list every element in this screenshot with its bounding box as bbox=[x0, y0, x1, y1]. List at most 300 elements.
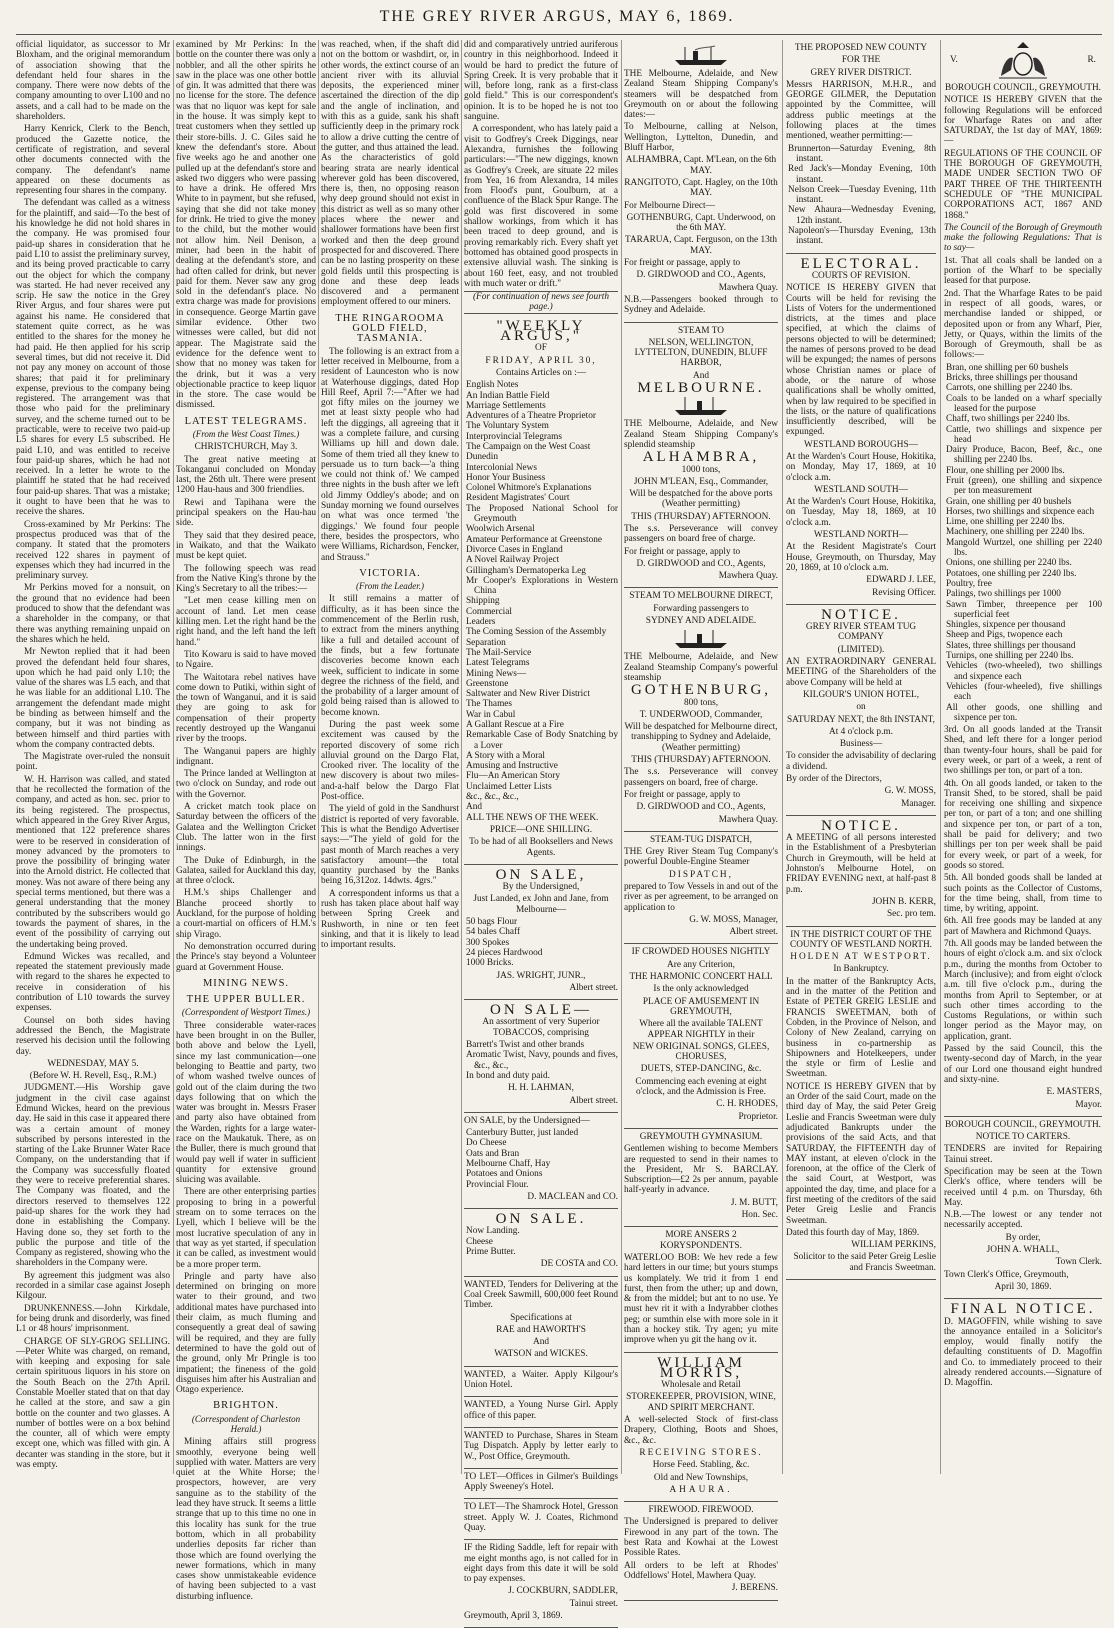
contents-item: Dunedin bbox=[466, 452, 499, 463]
firewood-ad bbox=[624, 1502, 778, 1600]
ad-text: AHAURA. bbox=[669, 1484, 733, 1495]
ad-address: Albert street. bbox=[729, 927, 778, 938]
crest-letter: R. bbox=[1087, 54, 1096, 65]
regulation: 5th. All bonded goods shall be landed at such points as the Collector of Customs, for the time being, shall, from time to time, by writing, appoint. bbox=[944, 873, 1102, 915]
ad-text: The Council of the Borough of Greymouth make the following Regulations: That is to say— bbox=[944, 222, 1102, 254]
ad-text: And bbox=[532, 1337, 549, 1348]
column-rule bbox=[173, 40, 174, 1474]
ad-text: HOLDEN AT WESTPORT. bbox=[790, 952, 932, 963]
contents-item: An Indian Battle Field bbox=[466, 390, 550, 401]
ad-address: Mawhera Quay. bbox=[718, 814, 778, 825]
contents-item: &c., &c., &c., bbox=[466, 792, 519, 803]
ad-title: MORE ANSERS 2 KORYSPONDENTS. bbox=[660, 1230, 742, 1251]
ad-signature: G. W. MOSS, bbox=[884, 786, 936, 797]
rate-item: Machinery, one shilling per 2240 lbs. bbox=[946, 527, 1085, 538]
ad-text: WATERLOO BOB: We hev rede a few hard letters in our time; but yours stumps us komplately. We trid it from 1 end furst, then from the uther; up and down, & from the middel; but ant to no use. Ye must hev rit it with a Indyrabber clothes peg; or sumthin else with more sole in it than a hockey stik. Try agen; yu mite improve when yu git the hang ov it. bbox=[624, 1252, 778, 1346]
ad-text: TO LET—The Shamrock Hotel, Gresson street. Apply W. J. Coates, Richmond Quay. bbox=[464, 1502, 618, 1533]
ad-signature: DE COSTA and CO. bbox=[540, 1259, 618, 1270]
ad-text: Dated this fourth day of May, 1869. bbox=[786, 1227, 920, 1238]
ad-address: Albert street. bbox=[569, 1095, 618, 1106]
paragraph: Mr Perkins moved for a nonsuit, on the ground that no evidence had been produced to show that the defendant was a shareholder in the company, or that there was anything remaining unpaid on the shares which he held. bbox=[16, 583, 170, 645]
crest-letter: V. bbox=[950, 54, 958, 65]
ad-signature: J. BERENS. bbox=[731, 1583, 778, 1594]
contents-item: Colonel Whitmore's Explanations bbox=[466, 483, 592, 494]
concert-hall-ad bbox=[624, 944, 778, 1128]
classified-ads bbox=[464, 1367, 618, 1541]
tug-company-notice bbox=[786, 605, 936, 816]
ad-text: To Melbourne, calling at Nelson, Wellington, Lyttelton, Dunedin, and Bluff Harbor, bbox=[624, 122, 778, 154]
contents-item: Marriage Settlements bbox=[466, 400, 546, 411]
ad-text: NOTICE IS HEREBY GIVEN that the following Regulations will be enforced for Wharfage Rates on and after SATURDAY, the 1st day of MAY, 1869:— bbox=[944, 95, 1102, 147]
dateline: (Before W. H. Revell, Esq., R.M.) bbox=[29, 1071, 157, 1082]
ad-text: SYDNEY AND ADELAIDE. bbox=[645, 616, 757, 627]
contents-item: Commercial bbox=[466, 606, 512, 617]
paragraph: official liquidator, as successor to Mr Bloxham, and the original memorandum of association showing that the defendant held four shares in the company. There were now debts of the company amounting to over L100 and no assets, and a call had to be made on the shareholders. bbox=[16, 40, 170, 123]
section-heading: BRIGHTON. bbox=[213, 1400, 279, 1412]
ad-text: Contains Articles on :— bbox=[495, 367, 587, 378]
classified-ad bbox=[464, 1499, 618, 1540]
column-rule bbox=[940, 40, 941, 1474]
section-heading: VICTORIA. bbox=[359, 567, 421, 579]
ad-text: TO LET—Offices in Gilmer's Buildings Apply Sweeney's Hotel. bbox=[464, 1471, 618, 1493]
ad-text: STOREKEEPER, PROVISION, WINE, AND SPIRIT MERCHANT. bbox=[626, 1392, 776, 1413]
paragraph: The Waitotara rebel natives have come down to Putiki, within sight of the town of Wanganui, and it is said they are going to ask for compensation of their property recently destroyed up the Wanganui river by the troops. bbox=[176, 672, 316, 745]
paragraph: H.M.'s ships Challenger and Blanche proceed shortly to Auckland, for the purpose of holding a court-martial on officers of H.M.'s ship Virago. bbox=[176, 888, 316, 940]
ad-text: WESTLAND NORTH— bbox=[813, 530, 909, 541]
rate-item: Cattle, two shillings and sixpence per head bbox=[946, 424, 1102, 445]
ad-text: For freight or passage, apply to bbox=[624, 789, 741, 800]
rate-item: Horses, two shillings and sixpence each bbox=[946, 506, 1095, 517]
ad-signature: H. H. LAHMAN, bbox=[508, 1083, 574, 1094]
ad-text: IF the Riding Saddle, left for repair with me eight months ago, is not called for in eight days from this date it will be sold to pay expenses. bbox=[464, 1543, 618, 1585]
classified-ad bbox=[464, 1428, 618, 1469]
ad-text: Sec. pro tem. bbox=[886, 909, 936, 920]
ad-text: OF bbox=[535, 343, 547, 354]
timber-tender-ad bbox=[464, 1277, 618, 1367]
contents-item: Interprovincial Telegrams bbox=[466, 431, 562, 442]
ad-text: In the matter of the Bankruptcy Acts, and in the matter of the Petition and Estate of PETER GREIG LESLIE and FRANCIS SWEETMAN, both of Cobden, in the Province of Nelson, and Colony of New Zealand, carrying on business in co-partnership as Shipowners and Hotelkeepers, under the style or firm of Leslie and Sweetman. bbox=[786, 976, 936, 1080]
ad-text: RECEIVING STORES. bbox=[639, 1447, 763, 1458]
ad-text: GREY RIVER DISTRICT. bbox=[810, 67, 912, 78]
ad-text: For Melbourne Direct— bbox=[624, 200, 715, 211]
ad-signature: J. M. BUTT, bbox=[730, 1197, 778, 1208]
ad-title: NOTICE. bbox=[821, 817, 901, 834]
ad-text: Specifications at bbox=[510, 1312, 572, 1323]
section-source: (Correspondent of Charleston Herald.) bbox=[191, 1413, 301, 1434]
rate-item: Dairy Produce, Bacon, Beef, &c., one shilling per 2240 lbs. bbox=[946, 445, 1102, 466]
paragraph: Mr Newton replied that it had been proved the defendant held four shares, upon which he had paid only L10; the value of the shares was L5 each, and that he was liable for an additional L10. The arrangement the defendant made might be binding as between himself and the company, but it was not binding as between himself and third parties with whom the company contracted debts. bbox=[16, 647, 170, 750]
royal-crest-row bbox=[944, 40, 1102, 80]
ad-text: Messrs HARRISON, M.H.R., and GEORGE GILMER, the Deputation appointed by the Committee, will address public meetings at the following places at the times mentioned, weather permitting:— bbox=[786, 79, 936, 142]
paragraph: JUDGMENT.—His Worship gave judgment in the civil case against Edmund Wickes, heard on the previous day. He said in this case it appeared there was a certain amount of money subscribed by persons interested in the starting of the Lake Brunner Water Race Company, on the understanding that if the Company was successfully floated they were to receive preferential shares. The Company was floated, and the directors reserved to themselves 122 paid-up shares for the work they had done in establishing the Company. Having done so, they set forth to the public the purpose and title of the Company as registered, showing who the shareholders in the Company were. bbox=[16, 1083, 170, 1269]
contents-item: The Thames bbox=[466, 699, 513, 710]
ad-text: N.B.—The lowest or any tender not necessarily accepted. bbox=[944, 1210, 1102, 1231]
rates-list bbox=[944, 363, 1102, 723]
rate-item: Lime, one shilling per 2240 lbs. bbox=[946, 517, 1065, 528]
ad-signature: JOHN A. WHALL, bbox=[986, 1245, 1060, 1256]
ad-text: DUETS, STEP-DANCING, &c. bbox=[640, 1064, 762, 1075]
electoral-ad bbox=[786, 254, 936, 605]
regulation: 1st. That all coals shall be landed on a portion of the Wharf to be specially leased for that purpose. bbox=[944, 255, 1102, 287]
ad-text: WESTLAND SOUTH— bbox=[814, 484, 908, 495]
paragraph: The yield of gold in the Sandhurst district is reported of very favorable. This is what the Bendigo Advertiser says:—"The yield of gold for the past month of March reaches a very satisfactory amount—the total quantity purchased by the Banks being 16,312oz. 14dwts. 4grs." bbox=[321, 804, 459, 887]
ad-text: To be had of all Booksellers and News Agents. bbox=[469, 837, 613, 858]
final-notice bbox=[944, 1299, 1102, 1394]
ad-signature: WILLIAM PERKINS, bbox=[851, 1240, 936, 1251]
paragraph: DRUNKENNESS.—John Kirkdale, for being drunk and disorderly, was fined L1 or 48 hours' imprisonment. bbox=[16, 1303, 170, 1335]
ad-signature: D. GIRDWOOD and CO., Agents, bbox=[636, 270, 766, 281]
ad-title: ON SALE. bbox=[495, 1211, 587, 1228]
ad-signature: RAE and HAWORTH'S bbox=[496, 1324, 586, 1335]
contents-item: Latest Telegrams bbox=[466, 658, 530, 669]
rate-item: Sheep and Pigs, twopence each bbox=[946, 630, 1063, 641]
contents-item: ALL THE NEWS OF THE WEEK. bbox=[466, 812, 599, 823]
ad-text: For freight or passage, apply to bbox=[624, 546, 741, 557]
masthead-rule bbox=[16, 34, 1102, 35]
vessel-name: RANGITOTO, Capt. Hagley, on the 10th MAY. bbox=[624, 177, 778, 199]
ad-text: The s.s. Perseverance will convey passengers on board free of charge. bbox=[624, 523, 778, 545]
goods-item: 54 bales Chaff bbox=[466, 927, 521, 938]
ad-text: Solicitor to the said Peter Greig Leslie and Francis Sweetman. bbox=[793, 1252, 936, 1273]
ad-text: WANTED to Purchase, Shares in Steam Tug Dispatch. Apply by letter early to W., Post Office, Greymouth. bbox=[464, 1430, 618, 1462]
ad-text: D. MAGOFFIN, while wishing to save the annoyance entailed in a Solicitor's employ, would finally notify the defaulting constituents of D. Magoffin and Co. to immediately proceed to their already rendered accounts.—Signature of D. Magoffin. bbox=[944, 1316, 1102, 1389]
contents-item: Remarkable Case of Body Snatching by a Lover bbox=[466, 730, 618, 751]
regulation: 4th. On all goods landed, or taken to the Transit Shed, to be stored, shall be paid for receiving one shilling and sixpence per ton, or part of a ton; and one shilling and sixpence per ton, or part of a ton, shall be paid for delivery; and two shillings per ton per week shall be paid for every week, or part of a week, for goods so stored. bbox=[944, 778, 1102, 871]
paragraph: A correspondent informs us that a rush has taken place about half way between Spring Creek and Rushworth, in nine or ten feet sinking, and that it is likely to lead to important results. bbox=[321, 888, 459, 951]
rate-item: Chaff, two shillings per 2240 lbs. bbox=[946, 414, 1071, 425]
gymnasium-ad bbox=[624, 1129, 778, 1227]
vessel-name: ALHAMBRA, Capt. M'Lean, on the 6th MAY. bbox=[625, 155, 777, 176]
rate-item: Grain, one shilling per 40 bushels bbox=[946, 496, 1072, 507]
paragraph: It still remains a matter of difficulty, as it has been since the commencement of the Berlin rush, to extract from the miners anything like a full and detailed account of the finds, but a few fortunate discoveries become known each week, sufficient to indicate in some degree the richness of the field, and the probability of a larger amount of gold being raised than is allowed to become known. bbox=[321, 594, 459, 718]
goods-item: Aromatic Twist, Navy, pounds and fives, &c., &c., bbox=[466, 1050, 618, 1071]
ad-title: "WEEKLY ARGUS," bbox=[496, 317, 586, 345]
provisions-ad bbox=[464, 1113, 618, 1209]
contents-item: The Proposed National School for Greymouth bbox=[466, 503, 618, 525]
contents-item: Greenstone bbox=[466, 678, 509, 689]
dateline: WEDNESDAY, MAY 5. bbox=[47, 1058, 139, 1069]
ad-signature: D. GIRDWOOD and CO., Agents, bbox=[636, 802, 766, 813]
paragraph: Tito Kowaru is said to have moved to Ngaire. bbox=[176, 649, 316, 671]
paragraph: There are other enterprising parties proposing to bring in a powerful stream on to some terraces on the Lyell, which I believe will be the most lucrative speculation of any in that way as yet started, if speculation it can be called, as investment would be a more proper term. bbox=[176, 1187, 316, 1270]
ad-text: THIS (THURSDAY) AFTERNOON. bbox=[631, 511, 771, 522]
rate-item: Slates, three shillings per thousand bbox=[946, 640, 1076, 651]
contents-item: Divorce Cases in England bbox=[466, 544, 563, 555]
ad-title: IF CROWDED HOUSES NIGHTLY bbox=[631, 947, 771, 958]
rate-item: Bran, one shilling per 60 bushels bbox=[946, 362, 1069, 373]
goods-list bbox=[464, 1128, 618, 1190]
paragraph: examined by Mr Perkins: In the bottle on the counter there was only a nobbler, and all the other spirits he saw in the place was one other bottle of gin. It was admitted that there was no license for the store. The defence was that no liquor was kept for sale in the house. It was simply kept to treat customers when they settled up their store-bills. J. C. Giles said he knew the defendant's store. About five weeks ago he and another one pulled up at the defendant's store and asked two diggers who were passing to have a drink. He offered Mrs White to in payment, but she refused, saying that she did not take money for drink. He tried to give the money to the child, but the mother would not allow him. Neil Denison, a miner, had been in the habit of dealing at the defendant's store, and had often called for drink, but never paid for them. Never saw any grog sold in the defendant's place. No extra charge was made for provisions in consequence. George Martin gave similar evidence. Other two witnesses were called, but did not appear. The Magistrate said the evidence for the defence went to show that no money was taken for the drink, but it was a very objectionable practice to keep liquor in the store. The case would be dismissed. bbox=[176, 40, 316, 411]
saddle-ad bbox=[464, 1540, 618, 1628]
rate-item: Palings, two shillings per 1000 bbox=[946, 589, 1061, 600]
rate-item: Sawn Timber, threepence per 100 superficial feet bbox=[946, 599, 1102, 620]
paragraph: "Let men cease killing men on account of land. Let men cease killing men. Let the right hand be the right hand, and the left hand the left hand." bbox=[176, 596, 316, 648]
goods-item: 1000 Bricks. bbox=[466, 958, 514, 969]
goods-item: In bond and duty paid. bbox=[466, 1070, 550, 1081]
ad-text: THE HARMONIC CONCERT HALL bbox=[629, 972, 773, 983]
ad-text: THE Melbourne, Adelaide, and New Zealand Steam Shipping Company's splendid steamship bbox=[624, 419, 778, 450]
ad-address: Mawhera Quay. bbox=[718, 571, 778, 582]
new-county-ad bbox=[786, 40, 936, 254]
contents-item: Amateur Performance at Greenstone bbox=[466, 534, 603, 545]
wharfage-regulations bbox=[944, 80, 1102, 1117]
contents-item: Unclaimed Letter Lists bbox=[466, 781, 552, 792]
paragraph: Rewi and Tapihana were the principal speakers on the Hau-hau side. bbox=[176, 497, 316, 529]
paragraph: The following speech was read from the Native King's throne by the King's Secretary to all the tribes:— bbox=[176, 563, 316, 595]
meeting-item: Red Jack's—Monday Evening, 10th instant. bbox=[788, 164, 936, 185]
ad-signature: D. GIRDWOOD and CO., Agents, bbox=[636, 558, 766, 569]
paragraph: Counsel on both sides having addressed the Bench, the Magistrate reserved his decision until the following day. bbox=[16, 1015, 170, 1057]
classified-ad bbox=[464, 1469, 618, 1500]
ad-text: A well-selected Stock of first-class Drapery, Clothing, Boots and Shoes, &c., &c. bbox=[624, 1415, 778, 1446]
contents-item: Intercolonial News bbox=[466, 462, 537, 473]
contents-item: Adventures of a Theatre Proprietor bbox=[466, 411, 596, 422]
column-3 bbox=[321, 40, 459, 1474]
ad-signature: WATSON and WICKES. bbox=[494, 1349, 588, 1360]
paragraph: Pringle and party have also determined on bringing on more water to their ground, and two additional mates have purchased into their claim, as much fluming and consequently a great deal of sawing will be required, and they are fully determined to have the gold out of the ground, only Mr Pringle is too impatient; the fineness of the gold disguises him after his Australian and Otago experience. bbox=[176, 1271, 316, 1396]
contents-item: Resident Magistrates' Court bbox=[466, 493, 570, 504]
ad-text: 1000 tons, bbox=[681, 464, 721, 475]
presbyterian-notice bbox=[786, 816, 936, 927]
ad-text: JOHN M'LEAN, Esq., Commander, bbox=[633, 476, 769, 487]
column-rule bbox=[782, 40, 783, 1474]
ad-text: All orders to be left at Rhodes' Oddfellows' Hotel, Mawhera Quay. bbox=[624, 1560, 778, 1581]
column-2 bbox=[176, 40, 316, 1602]
meeting-item: Napoleon's—Thursday Evening, 13th instant. bbox=[788, 226, 936, 247]
ad-price: PRICE—ONE SHILLING. bbox=[489, 824, 593, 835]
ad-text: SATURDAY NEXT, the 8th INSTANT, bbox=[787, 714, 935, 725]
dateline: CHRISTCHURCH, May 3. bbox=[194, 442, 298, 453]
contents-item: Mining News— bbox=[466, 668, 527, 679]
ad-signature: D. MACLEAN and CO. bbox=[527, 1191, 618, 1202]
ad-text: Town Clerk's Office, Greymouth, bbox=[944, 1269, 1069, 1280]
ad-text: THE Melbourne, Adelaide, and New Zealand Steam Shipping Company's steamers will be despatched from Greymouth on or about the following dates:— bbox=[624, 69, 778, 121]
vessel-name: GOTHENBURG, Capt. Underwood, on the 6th MAY. bbox=[626, 212, 776, 234]
goods-item: Now Landing. bbox=[466, 1226, 520, 1237]
paragraph: Cross-examined by Mr Perkins: The prospectus produced was that of the company. It stated that the promoters received 122 shares in payment of expenses which they had incurred in the preliminary survey. bbox=[16, 519, 170, 582]
classified-ad bbox=[464, 1397, 618, 1428]
contents-item: The Mail-Service bbox=[466, 647, 532, 658]
regulation: 3rd. On all goods landed at the Transit Shed, and left there for a longer period than twenty-four hours, shall be paid for every week, or part of a week, a rent of two shillings per ton, or part of a ton. bbox=[944, 725, 1102, 777]
paragraph: A correspondent, who has lately paid a visit to Godfrey's Creek Diggings, near Alexandra, furnishes the following particulars:—"The new diggings, known as Godfrey's Creek, are situate 22 miles from Yea, 16 from Alexandra, 14 miles from Flood's punt, Goulburn, at a confluence of the Black Spur Range. The gold was first discovered in some shallow workings, from which it has been traced to deep ground, and is proving remarkably rich. Every shaft yet bottomed has obtained good prospects in extensive alluvial wash. The sinking is about 160 feet, easy, and not troubled with much water or drift." bbox=[464, 124, 618, 289]
column-6 bbox=[786, 40, 936, 1474]
section-source: (From the West Coast Times.) bbox=[192, 428, 300, 439]
ad-text: Forwarding passengers to bbox=[653, 603, 749, 614]
rate-item: Mangold Wurtzel, one shilling per 2240 lbs. bbox=[946, 537, 1102, 559]
ad-signature: G. W. MOSS, Manager, bbox=[689, 914, 778, 925]
ad-signature: JAS. WRIGHT, JUNR., bbox=[496, 970, 586, 981]
contents-item: Honor Your Business bbox=[466, 472, 546, 483]
meeting-item: Brunnerton—Saturday Evening, 8th instant. bbox=[788, 143, 936, 164]
rate-item: Fruit (green), one shilling and sixpence per ton measurement bbox=[946, 475, 1102, 497]
ad-title: BOROUGH COUNCIL, GREYMOUTH. bbox=[945, 1119, 1101, 1130]
ad-text: WANTED, a Waiter. Apply Kilgour's Union Hotel. bbox=[464, 1369, 618, 1391]
column-rule bbox=[621, 40, 622, 1474]
goods-item: 50 bags Flour bbox=[466, 917, 518, 928]
ad-address: Albert street. bbox=[569, 982, 618, 993]
goods-item: 300 Spokes bbox=[466, 937, 510, 948]
ad-title: THE PROPOSED NEW COUNTY bbox=[794, 43, 928, 53]
tobacco-ad bbox=[464, 1000, 618, 1113]
ad-text: To consider the advisability of declaring a dividend. bbox=[786, 751, 936, 772]
paragraph: A cricket match took place on Saturday between the officers of the Galatea and the Wellington Cricket Club. The latter won in the first innings. bbox=[176, 802, 316, 854]
ad-text: WESTLAND BOROUGHS— bbox=[804, 439, 918, 450]
vessel-name: DISPATCH, bbox=[669, 869, 733, 880]
ad-text: NELSON, WELLINGTON, LYTTELTON, DUNEDIN, BLUFF HARBOR, bbox=[634, 337, 768, 369]
ad-text: Old and New Townships, bbox=[653, 1472, 749, 1483]
paragraph: The defendant was called as a witness for the plaintiff, and said—To the best of his knowledge he did not hold shares in the company. He was promised four paid-up shares in consideration that he paid L10 to assist the preliminary survey, and its being proved practicable to carry out the object for which the company was started. He had never received any scrip. He saw the notice in the Grey River Argus, and four shares were put against his name. He considered that statement quite correct, as he was entitled to the shares for the money he had paid. He then applied for his scrip several times, but did not receive it. Did not pay any money on account of those shares; that paid it for preliminary expense, previous to the company being registered. The arrangement was that those who paid for the preliminary survey, and the scheme turned out to be practicable, were to receive two paid-up L5 shares for every L5 subscribed. He paid L10, and was entitled to receive four paid-up shares, which he had not received. In a letter he wrote to the plaintiff he stated that he had received four paid-up shares. That was a mistake; it ought to have been that he was to receive the shares. bbox=[16, 198, 170, 518]
contents-item: A Story with a Moral bbox=[466, 750, 546, 761]
regulation: 2nd. That the Wharfage Rates to be paid in respect of all goods, wares, or merchandise landed or shipped, or deposited upon or from any Wharf, Pier, Jetty, or Quays, within the limits of the Borough of Greymouth, shall be as follows:— bbox=[944, 288, 1102, 361]
royal-crest-icon bbox=[995, 40, 1051, 80]
cheese-ad bbox=[464, 1209, 618, 1276]
ad-title: ON SALE— bbox=[490, 1002, 592, 1019]
ad-text: 800 tons, bbox=[683, 697, 719, 708]
goods-item: Do Cheese bbox=[466, 1138, 507, 1149]
ad-text: At 4 o'clock p.m. bbox=[829, 726, 893, 737]
contents-item: Separation bbox=[466, 637, 506, 648]
steam-tug-ad bbox=[624, 832, 778, 945]
goods-item: Prime Butter. bbox=[466, 1247, 516, 1258]
rate-item: Flour, one shilling per 2000 lbs. bbox=[946, 465, 1065, 476]
contents-item: And bbox=[466, 802, 483, 813]
classified-ad bbox=[464, 1367, 618, 1398]
ad-text: By order of the Directors, bbox=[786, 774, 882, 784]
ad-text: WANTED, a Young Nurse Girl. Apply office of this paper. bbox=[464, 1400, 618, 1421]
ad-date: Greymouth, April 3, 1869. bbox=[464, 1611, 563, 1622]
goods-list bbox=[464, 917, 618, 968]
ad-text: At the Warden's Court House, Hokitika, on Tuesday, May 18, 1869, at 10 o'clock a.m. bbox=[786, 497, 936, 528]
column-5 bbox=[624, 40, 778, 1594]
ad-date: FRIDAY, APRIL 30, bbox=[485, 355, 597, 366]
ad-text: THE Melbourne, Adelaide, and New Zealand Steamship Company's powerful steamship bbox=[624, 652, 778, 683]
ad-address: Mawhera Quay. bbox=[718, 282, 778, 293]
ad-text: N.B.—Passengers booked through to Sydney and Adelaide. bbox=[624, 294, 778, 316]
paragraph: Mining affairs still progress smoothly, everyone being well supplied with water. Matters are very quiet at the White Horse; the prospectors, however, are very sanguine as to the stability of the lead they have struck. It seems a little strange that up to this time no one in this locality has sunk for the true bottom, which in all probability underlies deposits far richer than those which are found overlying the newer formations, which in many cases show unmistakeable evidence of having been subjected to a vast disturbing influence. bbox=[176, 1437, 316, 1602]
ad-text: NOTICE IS HEREBY GIVEN that Courts will be held for revising the Lists of Voters for the undermentioned districts, at the times and place specified, at which the claims of persons objected to will be determined; the names of persons proved to be dead will be expunged; the names of persons whose Christian names or place of abode, or the nature of whose qualifications shall be wholly omitted, when by law required to be specified in the lists, or the nature of qualifications insufficiently described, will be expunged. bbox=[786, 283, 936, 438]
ad-title: IN THE DISTRICT COURT OF THE COUNTY OF WESTLAND NORTH. bbox=[790, 929, 932, 950]
section-source: (From the Leader.) bbox=[356, 581, 424, 592]
ad-title: WILLIAM MORRIS, bbox=[657, 1354, 745, 1381]
ad-signature: JOHN B. KERR, bbox=[871, 896, 936, 907]
paragraph: was reached, when, if the shaft did not on the bottom or washdirt, or, in other words, the extinct course of an ancient river with its alluvial deposits, the experienced miner ascertained the direction of the dip and the angle of inclination, and with this as a guide, sank his shaft sufficiently deep in the primary rock to allow a drive cutting the centre of the gutter, and thus attained the lead. As the characteristics of gold bearing strata are nearly identical wherever gold has been discovered, there is, then, no opposing reason why deep ground should not exist in this district as well as so many other places where the newer and shallower formations have been first worked and then the deep ground prospected for and discovered. There can be no lasting prosperity on these gold fields until this prospecting is done and these deep leads discovered and a permanent employment offered to our miners. bbox=[321, 40, 459, 308]
ad-text: By order, bbox=[1005, 1232, 1041, 1243]
ad-text: NEW ORIGINAL SONGS, GLEES, CHORUSES, bbox=[632, 1041, 770, 1063]
meeting-item: New Ahaura—Wednesday Evening, 12th instant. bbox=[788, 205, 936, 226]
steamship-icon bbox=[671, 395, 731, 417]
ad-text: By the Undersigned, bbox=[502, 882, 580, 893]
column-1 bbox=[16, 40, 170, 1474]
ad-text: Will be despatched for Melbourne direct, transhipping to Sydney and Adelaide, (Weather permitting) bbox=[624, 722, 778, 753]
rate-item: Bricks, three shillings per thousand bbox=[946, 373, 1078, 384]
ad-text: Specification may be seen at the Town Clerk's office, where tenders will be received until 4 p.m. on Thursday, 6th May. bbox=[944, 1166, 1102, 1208]
contents-item: Leaders bbox=[466, 617, 496, 628]
bankruptcy-notice bbox=[786, 927, 936, 1281]
contents-item: Gillingham's Dermatoperka Leg bbox=[466, 565, 586, 576]
contents-item: Saltwater and New River District bbox=[466, 689, 590, 700]
ad-signature: J. COCKBURN, SADDLER, bbox=[508, 1586, 618, 1597]
rate-item: All other goods, one shilling and sixpence per ton. bbox=[946, 702, 1102, 723]
ad-text: Wholesale and Retail bbox=[661, 1380, 741, 1391]
paragraph: W. H. Harrison was called, and stated that he recollected the formation of the company, and acted as hon. sec. prior to its being registered. The prospectus, which appeared in the Grey River Argus, mentioned that 122 preference shares were to be reserved in consideration of money advanced by the promoters to prove the possibility of bringing water into the Arnold district. He collected that money. Was not aware of there being any special terms mentioned, but there was a general understanding that the money contributed by the subscribers would go towards the payment of shares, in the event of the possibility of carrying out the undertaking being proved. bbox=[16, 774, 170, 950]
ad-text: Manager. bbox=[901, 798, 936, 809]
paragraph: The Duke of Edinburgh, in the Galatea, sailed for Auckland this day, at three o'clock. bbox=[176, 855, 316, 887]
ad-text: Are any Criterion, bbox=[667, 959, 735, 970]
sale-ad bbox=[464, 865, 618, 1000]
goods-item: Oats and Bran bbox=[466, 1148, 520, 1159]
ad-title: ON SALE, by the Undersigned— bbox=[464, 1115, 590, 1126]
ad-text: NOTICE IS HEREBY GIVEN that by an Order of the said Court, made on the third day of May, the said Peter Greig Leslie and Francis Sweetman were duly adjudicated Bankrupts under the provisions of the said Acts, and that SATURDAY, the FIFTEENTH day of MAY instant, at eleven o'clock in the forenoon, at the office of the Clerk of the said Court, at Westport, was appointed the day, time, and place for a first meeting of the creditors of the said Peter Greig Leslie and Francis Sweetman. bbox=[786, 1081, 936, 1226]
ad-text: Business— bbox=[839, 739, 883, 750]
ad-title: BOROUGH COUNCIL, GREYMOUTH. bbox=[945, 83, 1101, 93]
paragraph: did and comparatively untried auriferous country in this neighborhood. Indeed it would be hard to predict the future of Spring Creek. It is very probable that it will, before long, rank as a first-class gold field." This is our correspondent's opinion. It is to be hoped he is not too sanguine. bbox=[464, 40, 618, 123]
rate-item: Vehicles (four-wheeled), five shillings each bbox=[946, 681, 1102, 703]
contents-item: War in Cabul bbox=[466, 709, 516, 720]
ad-text: REGULATIONS OF THE COUNCIL OF THE BOROUGH OF GREYMOUTH, MADE UNDER SECTION TWO OF PART THREE OF THE THIRTEENTH SCHEDULE OF "THE MUNICIPAL CORPORATIONS ACT, 1867 AND 1868." bbox=[944, 148, 1102, 221]
ad-signature: C. H. RHODES, bbox=[716, 1099, 778, 1110]
ad-title: FINAL NOTICE. bbox=[950, 1301, 1096, 1318]
ad-text: THE Grey River Steam Tug Company's powerful Double-Engine Steamer bbox=[624, 847, 778, 868]
ad-subtitle: COURTS OF REVISION. bbox=[811, 270, 911, 281]
rate-item: Carrots, one shilling per 2240 lbs. bbox=[946, 383, 1073, 394]
section-heading: THE UPPER BULLER. bbox=[186, 994, 306, 1006]
ad-title: STEAM-TUG DISPATCH, bbox=[650, 834, 752, 845]
paragraph: The Prince landed at Wellington at two o'clock on Sunday, and rode out with the Governor. bbox=[176, 769, 316, 800]
gothenburg-ad bbox=[624, 588, 778, 831]
meeting-list bbox=[786, 144, 936, 247]
ad-text: T. UNDERWOOD, Commander, bbox=[639, 709, 763, 720]
alhambra-ad bbox=[624, 323, 778, 589]
goods-item: Potatoes and Onions bbox=[466, 1169, 543, 1180]
rate-item: Coals to be landed on a wharf specially leased for the purpose bbox=[946, 393, 1102, 414]
steamship-icon bbox=[671, 628, 731, 650]
contents-item: A Gallant Rescue at a Fire bbox=[466, 720, 564, 730]
paragraph: Edmund Wickes was recalled, and repeated the statement previously made with regard to the shares he expected to receive in consideration of his contribution of L10 towards the survey expenses. bbox=[16, 951, 170, 1014]
ad-text: The Undersigned is prepared to deliver Firewood in any part of the town. The best Rata and Kowhai at the Lowest Possible Rates. bbox=[624, 1517, 778, 1559]
ad-address: Tainui street. bbox=[569, 1598, 618, 1609]
ad-text: Commencing each evening at eight o'clock, and the Admission is Free. bbox=[635, 1076, 767, 1098]
section-heading: LATEST TELEGRAMS. bbox=[184, 415, 308, 427]
ad-text: Passed by the said Council, this the twenty-second day of March, in the year of our Lord one thousand eight hundred and sixty-nine. bbox=[944, 1044, 1102, 1085]
ad-text: Hon. Sec. bbox=[741, 1210, 778, 1221]
ad-text: prepared to Tow Vessels in and out of the river as per agreement, to be arranged on application to bbox=[624, 882, 778, 913]
ad-title: GREYMOUTH GYMNASIUM. bbox=[639, 1131, 763, 1142]
ad-text: TENDERS are invited for Repairing Tainui street. bbox=[944, 1144, 1102, 1165]
ad-text: At the Warden's Court House, Hokitika, on Monday, May 17, 1869, at 10 o'clock a.m. bbox=[786, 451, 936, 483]
vessel-name: ALHAMBRA, bbox=[642, 449, 760, 466]
paragraph: The following is an extract from a letter received in Melbourne, from a resident of Launceston who is now at Waterhouse diggings, dated Hop Hill Reef, April 7:—"After we had got fifty miles on the journey we met at least sixty people who had left the diggings, all agreeing that it was a complete failure, and cursing Williams up hill and down dale. Some of them tried all they knew to persuade us to turn back—'a thing we could not think of.' We camped three nights in the bush after we left old Jimmy Oddley's abode; and on Sunday morning we found ourselves on what was once termed 'the diggings.' We found four people there, besides the prospectors, who were Williams, Richardson, Fencker, and Strauss." bbox=[321, 346, 459, 563]
ad-signature: E. MASTERS, bbox=[1046, 1087, 1102, 1098]
ad-text: Proprietor. bbox=[738, 1111, 778, 1122]
contents-item: Shipping bbox=[466, 596, 500, 607]
column-rule bbox=[318, 40, 319, 1474]
rate-item: Onions, one shilling per 2240 lbs. bbox=[946, 558, 1072, 569]
column-rule bbox=[461, 40, 462, 1474]
column-4 bbox=[464, 40, 618, 1622]
contents-item: English Notes bbox=[466, 380, 519, 391]
morris-ad bbox=[624, 1353, 778, 1503]
ad-text: The s.s. Perseverance will convey passengers on board, free of charge. bbox=[624, 767, 778, 788]
paragraph: The Magistrate over-ruled the nonsuit point. bbox=[16, 752, 170, 773]
rate-item: Turnips, one shilling per 2240 lbs. bbox=[946, 651, 1074, 662]
ad-text: Gentlemen wishing to become Members are requested to send in their names to the President, Mr S. BARCLAY. Subscription—£2 2s per annum, payable half-yearly in advance. bbox=[624, 1144, 778, 1196]
ad-title: MELBOURNE. bbox=[637, 380, 765, 397]
ad-text: WANTED, Tenders for Delivering at the Coal Creek Sawmill, 600,000 feet Round Timber. bbox=[464, 1279, 618, 1311]
rate-item: Poultry, free bbox=[946, 578, 992, 589]
ad-text: Is the only acknowledged bbox=[653, 984, 749, 995]
ad-text: FOR THE bbox=[841, 55, 881, 66]
ad-text: (LIMITED). bbox=[837, 644, 885, 655]
